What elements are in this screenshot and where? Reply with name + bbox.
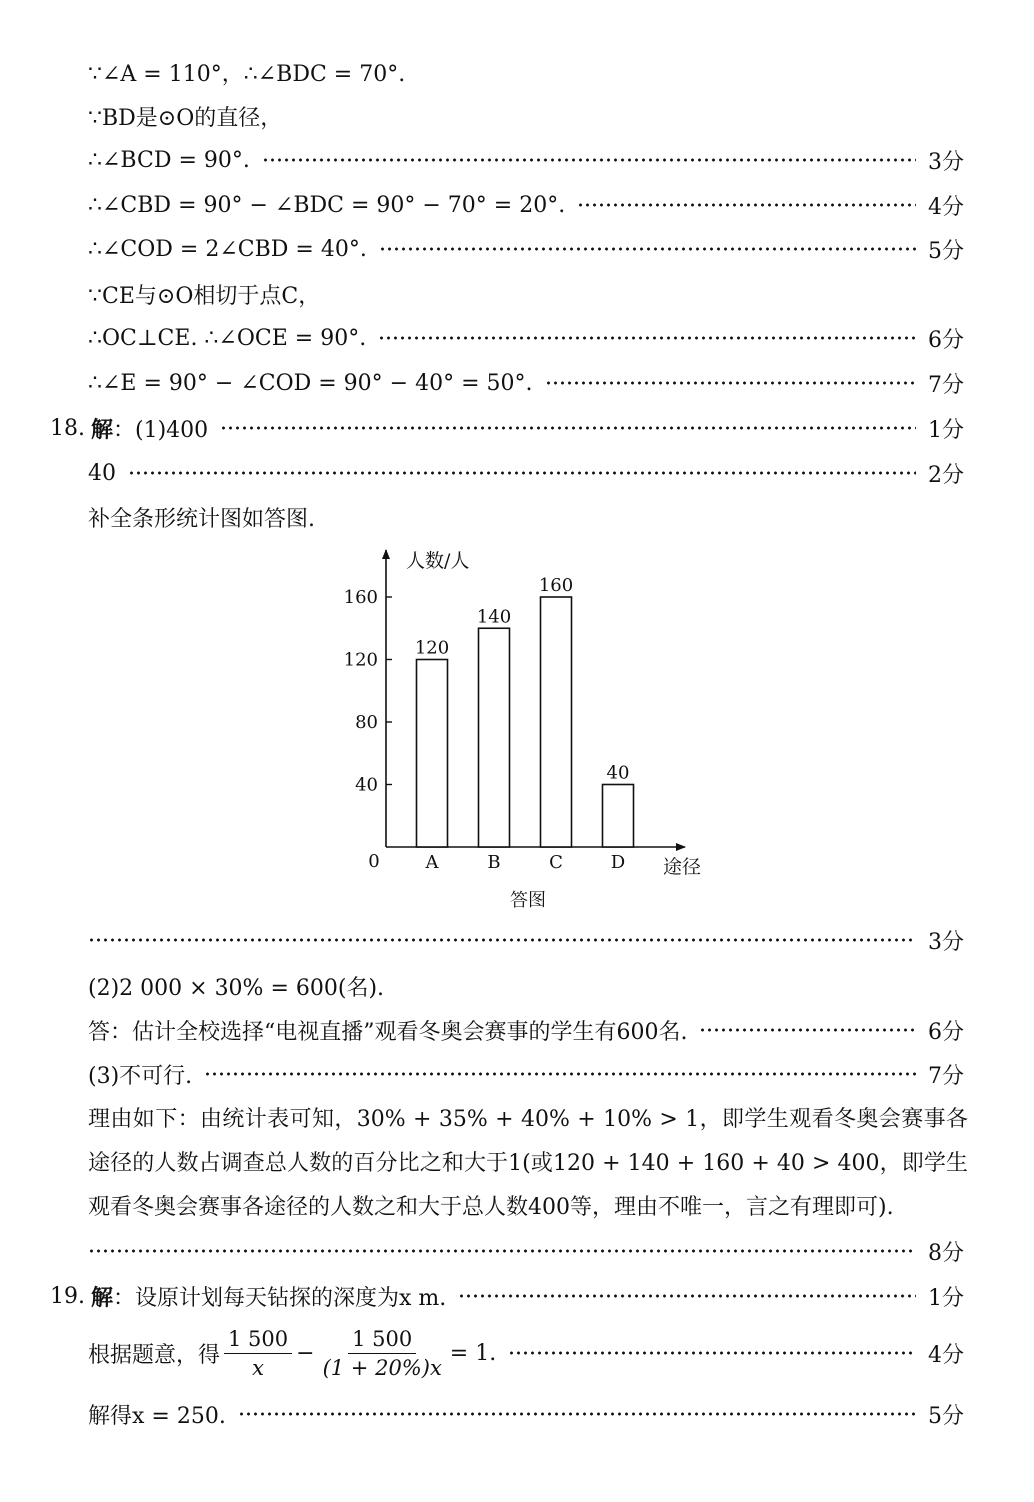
bar-D [603,785,634,848]
q18-part2: (2)2 000 × 30% = 600(名). [88,975,385,1001]
q18-part2-answer: 答：估计全校选择“电视直播”观看冬奥会赛事的学生有600名. 6分 [88,1012,964,1048]
score: 7分 [928,372,964,398]
q18-chart-score [88,922,964,958]
proof-line-1: ∵∠A = 110°，∴∠BDC = 70°. [88,61,406,87]
proof-line-7: ∴OC⊥CE. ∴∠OCE = 90°. 6分 [88,320,964,356]
bar-chart [330,540,730,920]
y-axis-label: 人数/人 [406,550,470,572]
score: 4分 [928,1342,964,1368]
bar-A [417,660,448,848]
q18-part3: (3)不可行. 7分 [88,1056,964,1092]
dot-leader [220,426,916,430]
q18-answer-1: 18. 解 ：(1)400 1分 [50,410,964,446]
y-tick-label: 120 [343,649,378,671]
proof-line-2: ∵BD是⊙O的直径， [88,105,283,131]
dot-leader [378,336,916,340]
score: 6分 [928,327,964,353]
solution-label: 解 [91,1284,114,1311]
score: 1分 [928,417,964,443]
proof-line-5: ∴∠COD = 2∠CBD = 40°. 5分 [88,231,964,267]
dot-leader [545,381,916,385]
proof-line-6: ∵CE与⊙O相切于点C， [88,283,321,309]
dot-leader [88,938,916,942]
q19-step-1: 19. 解 ：设原计划每天钻探的深度为x m. 1分 [50,1278,964,1314]
q18-chart-note: 补全条形统计图如答图. [88,506,315,532]
bar-C [541,597,572,847]
bar-value-label: 120 [414,637,450,659]
dot-leader [508,1351,916,1355]
score: 2分 [928,462,964,488]
chart-caption: 答图 [510,890,546,911]
score: 8分 [928,1240,964,1266]
proof-line-8: ∴∠E = 90° − ∠COD = 90° − 40° = 50°. 7分 [88,365,964,401]
proof-line-3: ∴∠BCD = 90°. 3分 [88,142,964,178]
question-number: 18. [50,415,85,441]
bar-value-label: 40 [606,762,630,784]
score: 5分 [928,1403,964,1429]
dot-leader [128,471,916,475]
score: 3分 [928,149,964,175]
origin-label: 0 [368,851,380,872]
bar-B [479,628,510,847]
dot-leader [458,1294,916,1298]
y-tick-label: 80 [355,712,378,733]
dot-leader [699,1028,916,1032]
fraction: $\frac{1 500}{x}$ [224,1327,292,1380]
q19-step-3: 解得x = 250. 5分 [88,1396,964,1432]
q19-equation: 根据题意，得 $\frac{1 500}{x}$ − $\frac{1 500}{(1 + 20\%)x}$ = 1. 4分 [88,1326,964,1380]
x-tick-label: B [487,852,501,873]
score: 4分 [928,194,964,220]
x-tick-label: A [425,852,439,873]
dot-leader [379,247,916,251]
q18-reason: 理由如下：由统计表可知，30% + 35% + 40% + 10% > 1，即学生观看冬奥会赛事各途径的人数占调查总人数的百分比之和大于1(或120 + 140 + 160 + 40 > 400，即学生观看冬奥会赛事各途径的人数之和大于总人数400等，理由不唯一，言之有理即可). [88,1107,968,1220]
y-tick-label: 160 [343,587,378,608]
score: 7分 [928,1063,964,1089]
x-tick-label: D [610,852,626,873]
dot-leader [262,158,916,162]
score: 1分 [928,1285,964,1311]
dot-leader [238,1412,916,1416]
x-axis-label: 途径 [663,856,702,878]
score: 3分 [928,929,964,955]
dot-leader [204,1072,916,1076]
score: 6分 [928,1019,964,1045]
fraction: $\frac{1 500}{(1 + 20\%)x}$ [322,1326,442,1380]
q18-answer-2: 40 2分 [88,455,964,491]
dot-leader [88,1249,916,1253]
question-number: 19. [50,1283,85,1309]
bar-value-label: 140 [476,606,512,628]
score: 5分 [928,238,964,264]
y-tick-label: 40 [355,774,378,796]
x-tick-label: C [549,852,563,873]
bar-value-label: 160 [538,575,574,596]
proof-line-4: ∴∠CBD = 90° − ∠BDC = 90° − 70° = 20°. 4分 [88,187,964,223]
dot-leader [577,203,916,207]
solution-label: 解 [91,416,114,443]
q18-reason-score [88,1233,964,1269]
